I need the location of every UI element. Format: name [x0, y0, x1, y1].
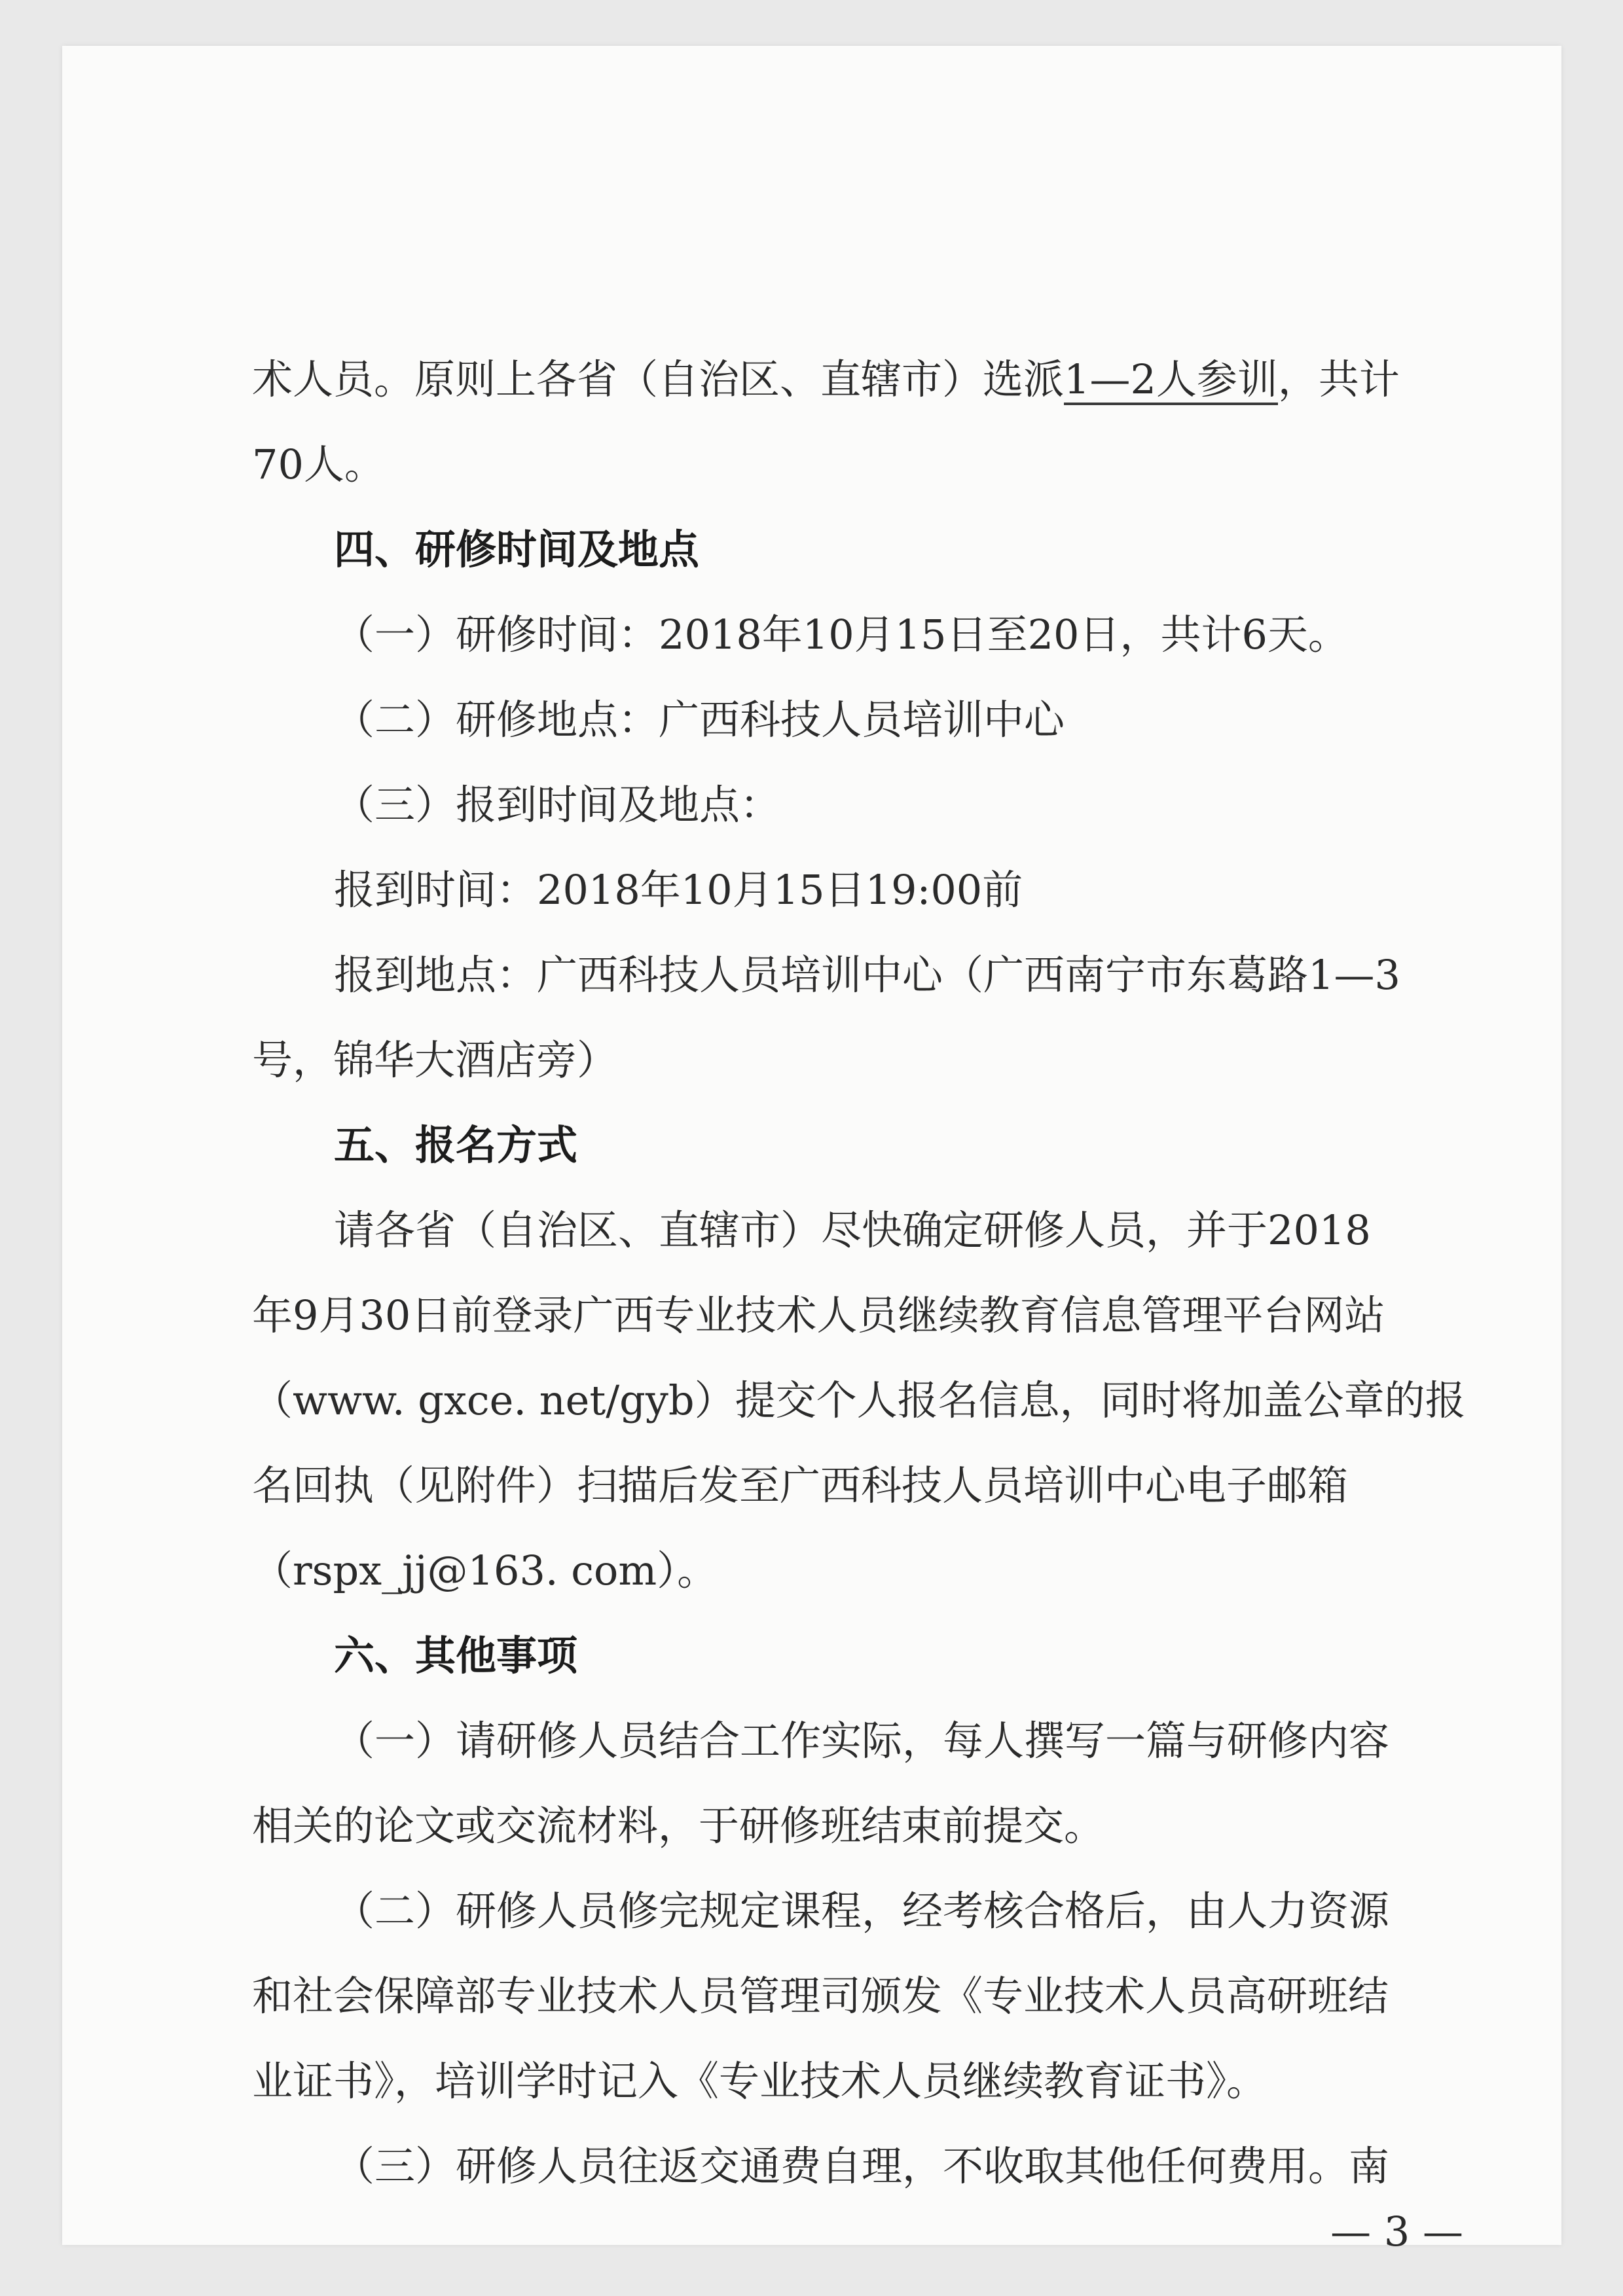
body-line: 报到地点：广西科技人员培训中心（广西南宁市东葛路1—3 [334, 951, 1400, 999]
section-heading-4: 四、研修时间及地点 [334, 526, 700, 573]
underlined-phrase: 1—2人参训 [1064, 357, 1278, 405]
body-line: 年9月30日前登录广西专业技术人员继续教育信息管理平台网站 [252, 1291, 1385, 1339]
body-line: （rspx_jj@163. com）。 [252, 1547, 718, 1594]
body-line: （二）研修人员修完规定课程，经考核合格后，由人力资源 [334, 1887, 1390, 1935]
body-line: 和社会保障部专业技术人员管理司颁发《专业技术人员高研班结 [252, 1972, 1389, 2020]
body-line: （一）请研修人员结合工作实际，每人撰写一篇与研修内容 [334, 1717, 1390, 1765]
body-line: 术人员。原则上各省（自治区、直辖市）选派1—2人参训，共计 [252, 353, 1400, 406]
body-line: 相关的论文或交流材料，于研修班结束前提交。 [252, 1802, 1105, 1850]
page-number: — 3 — [1330, 2208, 1463, 2255]
body-line: 70人。 [252, 440, 385, 488]
body-line: 报到时间：2018年10月15日19:00前 [334, 866, 1023, 914]
section-heading-5: 五、报名方式 [334, 1121, 578, 1169]
body-line: 名回执（见附件）扫描后发至广西科技人员培训中心电子邮箱 [252, 1462, 1349, 1509]
body-line: （二）研修地点：广西科技人员培训中心 [334, 696, 1065, 744]
body-line: （三）研修人员往返交通费自理，不收取其他任何费用。南 [334, 2142, 1390, 2190]
body-line: （一）研修时间：2018年10月15日至20日，共计6天。 [334, 611, 1349, 658]
body-line: 号，锦华大酒店旁） [252, 1036, 618, 1084]
body-line: 业证书》，培训学时记入《专业技术人员继续教育证书》。 [252, 2057, 1267, 2105]
section-heading-6: 六、其他事项 [334, 1632, 578, 1679]
body-line: （三）报到时间及地点： [334, 781, 781, 829]
body-line: 请各省（自治区、直辖市）尽快确定研修人员，并于2018 [334, 1206, 1371, 1254]
body-line: （www. gxce. net/gyb）提交个人报名信息，同时将加盖公章的报 [252, 1376, 1466, 1424]
document-page [62, 46, 1561, 2255]
